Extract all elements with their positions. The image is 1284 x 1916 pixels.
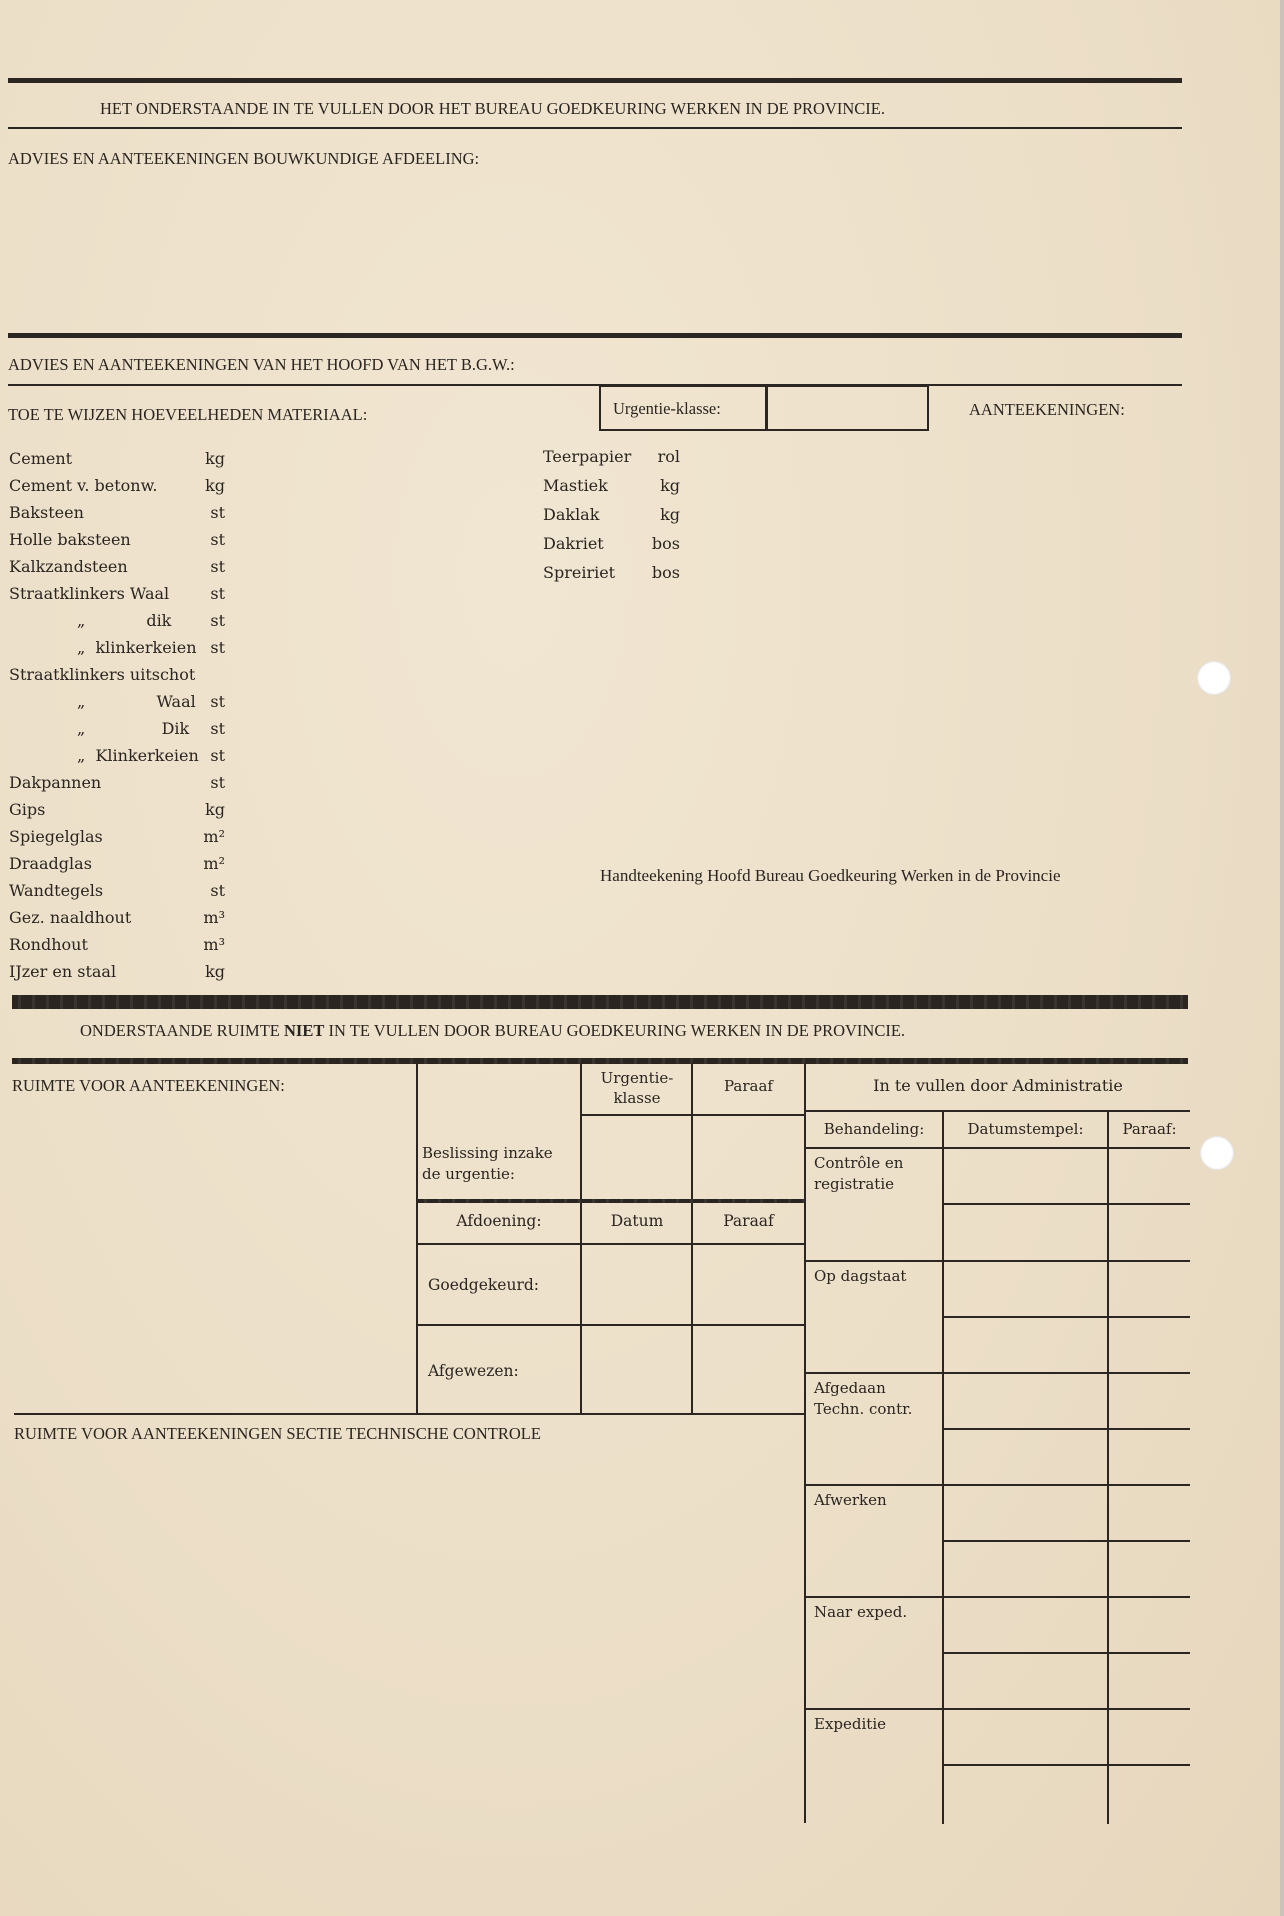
- material-row[interactable]: [543, 447, 680, 474]
- material-unit: st: [210, 719, 225, 738]
- material-unit: kg: [205, 800, 225, 819]
- advies-bouwkundig-label: ADVIES EN AANTEEKENINGEN BOUWKUNDIGE AFDEELING:: [8, 149, 480, 168]
- urgentie-box-divider: [765, 387, 768, 431]
- admin-row-label: [814, 1378, 912, 1420]
- material-name: Gips: [9, 800, 46, 819]
- ruimte-technische-label: RUIMTE VOOR AANTEEKENINGEN SECTIE TECHNISCHE CONTROLE: [14, 1424, 541, 1443]
- material-row[interactable]: [9, 800, 225, 827]
- material-row[interactable]: [9, 557, 225, 584]
- heavy-band-rule: [12, 995, 1188, 1009]
- material-unit: st: [210, 557, 225, 576]
- material-name: „ dik: [77, 611, 172, 630]
- admin-paraaf-field[interactable]: [1110, 1374, 1190, 1482]
- top-thick-rule: [8, 78, 1182, 83]
- material-row[interactable]: [543, 534, 680, 561]
- material-name: Daklak: [543, 505, 600, 524]
- datum-header: Datum: [610, 1212, 664, 1230]
- material-row[interactable]: [9, 746, 225, 773]
- material-unit: bos: [651, 534, 680, 553]
- admin-header-behandeling: Behandeling:: [823, 1120, 925, 1138]
- rule-thick: [8, 333, 1182, 338]
- beslissing-label: [422, 1143, 553, 1185]
- paraaf-decision-field[interactable]: [694, 1117, 803, 1198]
- material-unit: bos: [651, 563, 680, 582]
- material-unit: kg: [205, 962, 225, 981]
- signature-field[interactable]: [600, 890, 1180, 980]
- material-name: Mastiek: [543, 476, 608, 495]
- admin-datumstempel-field[interactable]: [945, 1149, 1106, 1257]
- goedgekeurd-paraaf-field[interactable]: [694, 1246, 803, 1323]
- material-name: Draadglas: [9, 854, 92, 873]
- material-unit: st: [210, 530, 225, 549]
- material-name: Spreiriet: [543, 563, 616, 582]
- material-name: „ Dik: [77, 719, 190, 738]
- material-name: Baksteen: [9, 503, 84, 522]
- band-rule: [12, 1058, 1188, 1064]
- afgewezen-paraaf-field[interactable]: [694, 1327, 803, 1412]
- material-unit: m²: [203, 827, 225, 846]
- urgentie-box-label: Urgentie-klasse:: [613, 399, 721, 418]
- material-row[interactable]: [543, 476, 680, 503]
- material-unit: m²: [203, 854, 225, 873]
- material-row[interactable]: [9, 476, 225, 503]
- admin-row-label-line-2: Techn. contr.: [814, 1400, 913, 1418]
- material-name: Cement v. betonw.: [9, 476, 158, 495]
- admin-row-label-line-1: Afwerken: [814, 1491, 887, 1509]
- admin-datumstempel-field[interactable]: [945, 1710, 1106, 1818]
- material-name: Dakpannen: [9, 773, 102, 792]
- heading-pre: ONDERSTAANDE RUIMTE: [80, 1021, 280, 1040]
- material-name: Straatklinkers uitschot: [9, 665, 196, 684]
- material-name: Cement: [9, 449, 73, 468]
- col-urgentie-header: [582, 1068, 692, 1108]
- beslissing-line-2: de urgentie:: [422, 1165, 515, 1183]
- admin-row-label-line-1: Op dagstaat: [814, 1267, 907, 1285]
- section-bottom-heading: [80, 1021, 905, 1041]
- afdoening-header: Afdoening:: [456, 1212, 542, 1230]
- material-unit: st: [210, 503, 225, 522]
- material-name: Rondhout: [9, 935, 88, 954]
- rule: [418, 1243, 804, 1245]
- rule: [8, 127, 1182, 129]
- material-row[interactable]: [9, 665, 225, 692]
- admin-row-label: [814, 1602, 907, 1623]
- paraaf-header: Paraaf: [723, 1212, 774, 1230]
- material-unit: st: [210, 881, 225, 900]
- admin-col-divider-2: [1107, 1112, 1109, 1824]
- admin-datumstempel-field[interactable]: [945, 1486, 1106, 1594]
- material-row[interactable]: [9, 530, 225, 557]
- punch-hole-lower: [1200, 1136, 1234, 1170]
- material-name: Spiegelglas: [9, 827, 103, 846]
- afgewezen-datum-field[interactable]: [583, 1327, 690, 1412]
- goedgekeurd-datum-field[interactable]: [583, 1246, 690, 1323]
- section-top-heading: HET ONDERSTAANDE IN TE VULLEN DOOR HET BUREAU GOEDKEURING WERKEN IN DE PROVINCIE.: [100, 99, 885, 118]
- col-urgentie-line-1: Urgentie-: [600, 1069, 674, 1087]
- admin-row-label-line-1: Afgedaan: [814, 1379, 886, 1397]
- ruimte-aanteekeningen-label: RUIMTE VOOR AANTEEKENINGEN:: [12, 1076, 285, 1095]
- admin-header-datumstempel: Datumstempel:: [967, 1120, 1084, 1138]
- material-unit: st: [210, 611, 225, 630]
- urgentie-box: [599, 385, 929, 431]
- material-row[interactable]: [9, 584, 225, 611]
- advies-bouwkundig-field[interactable]: [8, 175, 1182, 330]
- admin-col-divider-1: [942, 1112, 944, 1824]
- admin-paraaf-field[interactable]: [1110, 1149, 1190, 1257]
- material-unit: m³: [203, 935, 225, 954]
- material-row[interactable]: [543, 505, 680, 532]
- material-unit: st: [210, 584, 225, 603]
- decision-band: [418, 1199, 804, 1203]
- rule: [806, 1110, 1190, 1112]
- afgewezen-label: Afgewezen:: [428, 1362, 519, 1380]
- material-name: Gez. naaldhout: [9, 908, 132, 927]
- admin-row-label-line-2: registratie: [814, 1175, 894, 1193]
- admin-row-label: [814, 1266, 906, 1287]
- signature-label: Handteekening Hoofd Bureau Goedkeuring Werken in de Provincie: [600, 866, 1061, 885]
- material-name: Dakriet: [543, 534, 604, 553]
- material-name: Holle baksteen: [9, 530, 131, 549]
- admin-header-paraaf: Paraaf:: [1122, 1120, 1177, 1138]
- admin-row-label: [814, 1153, 903, 1195]
- material-row[interactable]: [9, 935, 225, 962]
- urgentie-value-field[interactable]: [769, 387, 927, 429]
- admin-row-label-line-1: Naar exped.: [814, 1603, 908, 1621]
- decision-table-left-border: [416, 1063, 418, 1413]
- material-unit: kg: [660, 476, 680, 495]
- material-row[interactable]: [9, 449, 225, 476]
- admin-paraaf-field[interactable]: [1110, 1486, 1190, 1594]
- material-name: „ Klinkerkeien: [77, 746, 199, 765]
- rule: [14, 1413, 804, 1415]
- admin-title: In te vullen door Administratie: [873, 1076, 1123, 1095]
- admin-datumstempel-field[interactable]: [945, 1598, 1106, 1706]
- admin-paraaf-field[interactable]: [1110, 1710, 1190, 1818]
- admin-row-label: [814, 1714, 886, 1735]
- material-name: „ Waal: [77, 692, 196, 711]
- material-unit: kg: [205, 449, 225, 468]
- material-name: Kalkzandsteen: [9, 557, 128, 576]
- punch-hole-upper: [1197, 661, 1231, 695]
- material-row[interactable]: [9, 692, 225, 719]
- admin-row-label: [814, 1490, 887, 1511]
- material-unit: m³: [203, 908, 225, 927]
- admin-row-label-line-1: Expeditie: [814, 1715, 886, 1733]
- col-paraaf-header: Paraaf: [724, 1077, 773, 1095]
- material-row[interactable]: [9, 854, 225, 881]
- admin-row-label-line-1: Contrôle en: [814, 1154, 904, 1172]
- advies-hoofd-label: ADVIES EN AANTEEKENINGEN VAN HET HOOFD VAN HET B.G.W.:: [8, 355, 515, 374]
- material-unit: st: [210, 638, 225, 657]
- aanteekeningen-label: AANTEEKENINGEN:: [969, 400, 1125, 419]
- urgentie-decision-field[interactable]: [583, 1117, 690, 1198]
- material-name: Straatklinkers Waal: [9, 584, 170, 603]
- material-row[interactable]: [9, 827, 225, 854]
- ruimte-technische-field[interactable]: [14, 1450, 799, 1870]
- material-row[interactable]: [9, 908, 225, 935]
- heading-post: IN TE VULLEN DOOR BUREAU GOEDKEURING WERKEN IN DE PROVINCIE.: [328, 1021, 906, 1040]
- material-row[interactable]: [9, 503, 225, 530]
- admin-datumstempel-field[interactable]: [945, 1262, 1106, 1370]
- material-name: Wandtegels: [9, 881, 104, 900]
- admin-paraaf-field[interactable]: [1110, 1262, 1190, 1370]
- material-row[interactable]: [9, 611, 225, 638]
- col-urgentie-line-2: klasse: [613, 1089, 661, 1107]
- material-row[interactable]: [9, 638, 225, 665]
- material-name: Teerpapier: [543, 447, 632, 466]
- material-row[interactable]: [543, 563, 680, 590]
- toe-te-wijzen-label: TOE TE WIJZEN HOEVEELHEDEN MATERIAAL:: [8, 405, 368, 424]
- material-row[interactable]: [9, 881, 225, 908]
- goedgekeurd-label: Goedgekeurd:: [428, 1276, 540, 1294]
- material-unit: kg: [660, 505, 680, 524]
- ruimte-aanteekeningen-field[interactable]: [12, 1100, 412, 1410]
- material-row[interactable]: [9, 962, 225, 989]
- material-unit: kg: [205, 476, 225, 495]
- material-row[interactable]: [9, 773, 225, 800]
- rule: [582, 1114, 804, 1116]
- rule: [418, 1324, 804, 1326]
- rule: [8, 384, 1182, 386]
- heading-bold-niet: NIET: [284, 1021, 325, 1040]
- beslissing-line-1: Beslissing inzake: [422, 1144, 553, 1162]
- material-unit: st: [210, 692, 225, 711]
- material-row[interactable]: [9, 719, 225, 746]
- material-name: IJzer en staal: [9, 962, 117, 981]
- material-name: „ klinkerkeien: [77, 638, 197, 657]
- material-unit: st: [210, 746, 225, 765]
- material-unit: rol: [657, 447, 680, 466]
- paper-edge: [1280, 0, 1284, 1916]
- admin-datumstempel-field[interactable]: [945, 1374, 1106, 1482]
- admin-paraaf-field[interactable]: [1110, 1598, 1190, 1706]
- material-unit: st: [210, 773, 225, 792]
